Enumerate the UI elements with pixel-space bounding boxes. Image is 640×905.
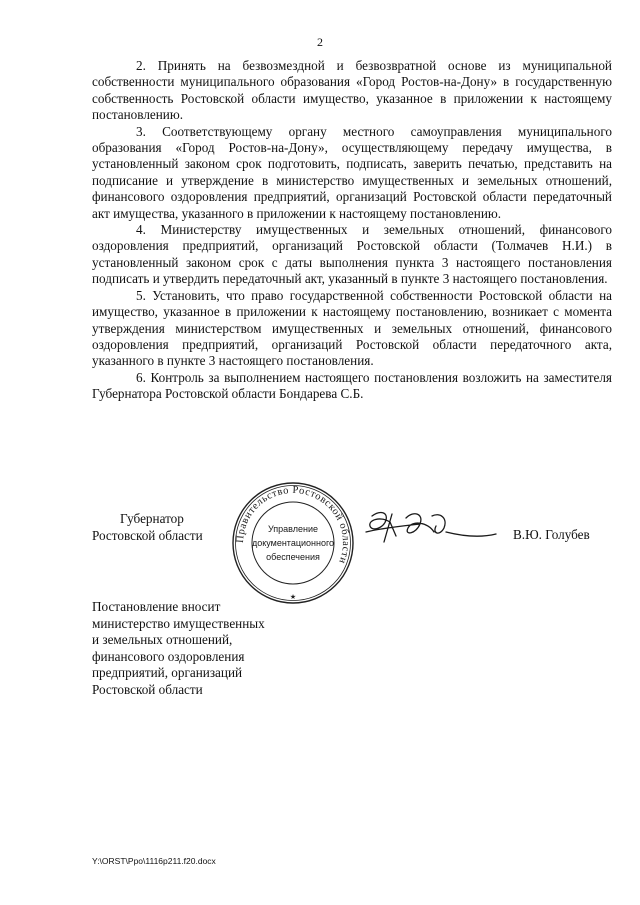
note-line: и земельных отношений, [92,632,233,648]
note-line: предприятий, организаций [92,665,243,681]
paragraph-2: 2. Принять на безвозмездной и безвозвратной основе из муниципальной собственности муниципального образования «Город Ростов-на-Дону» в государственную собственность Ростовской области имущество, указанное в приложении к настоящему постановлению. [92,58,612,123]
submission-note [92,599,265,699]
stamp-inner-line1: Управление [267,524,319,534]
note-line: финансового оздоровления [92,648,245,664]
signature-block [0,480,640,610]
signatory-name: В.Ю. Голубев [513,527,590,542]
paragraph-4: 4. Министерству имущественных и земельных отношений, финансового оздоровления предприятий, организаций Ростовской области (Толмачев Н.И.) в установленный законом срок с даты выполнения пункта 3 настоящего постановления подписать и утвердить передаточный акт, указанный в пункте 3 настоящего постановления. [92,222,612,287]
paragraph-6: 6. Контроль за выполнением настоящего постановления возложить на заместителя Губернатора Ростовской области Бондарева С.Б. [92,369,612,402]
stamp-inner-line2: документационного [251,538,335,548]
page-number: 2 [317,35,323,49]
paragraph-5: 5. Установить, что право государственной собственности Ростовской области на имущество, указанное в приложении к настоящему постановлению, возникает с момента утверждения министерством имущественных и земельных отношений, финансового оздоровления предприятий, организаций Ростовской области передаточного акта, указанного в пункте 3 настоящего постановления. [92,287,612,369]
note-line: Постановление вносит [92,599,221,614]
signatory-title-line1: Губернатор [120,511,184,526]
stamp-outer-text: Правительство Ростовской области [234,484,352,566]
note-line: Ростовской области [92,681,203,697]
handwritten-signature [362,502,502,552]
official-stamp [230,480,356,606]
signatory-title-line2: Ростовской области [92,528,203,543]
signatory-title [92,510,203,544]
paragraph-3: 3. Соответствующему органу местного самоуправления муниципального образования «Город Ростов-на-Дону», осуществляющему передачу имущества, в установленный законом срок подготовить, подписать, заверить печатью, представить на подписание и утверждение в министерство имущественных и земельных отношений, финансового оздоровления предприятий, организаций Ростовской области передаточный акт имущества, указанного в приложении к настоящему постановлению. [92,123,612,221]
note-line: министерство имущественных [92,615,265,631]
file-path-footer: Y:\ORST\Ppo\1116p211.f20.docx [92,856,216,866]
resolution-body [92,58,612,403]
stamp-inner-line3: обеспечения [266,552,320,562]
stamp-star-icon: ★ [289,593,297,601]
